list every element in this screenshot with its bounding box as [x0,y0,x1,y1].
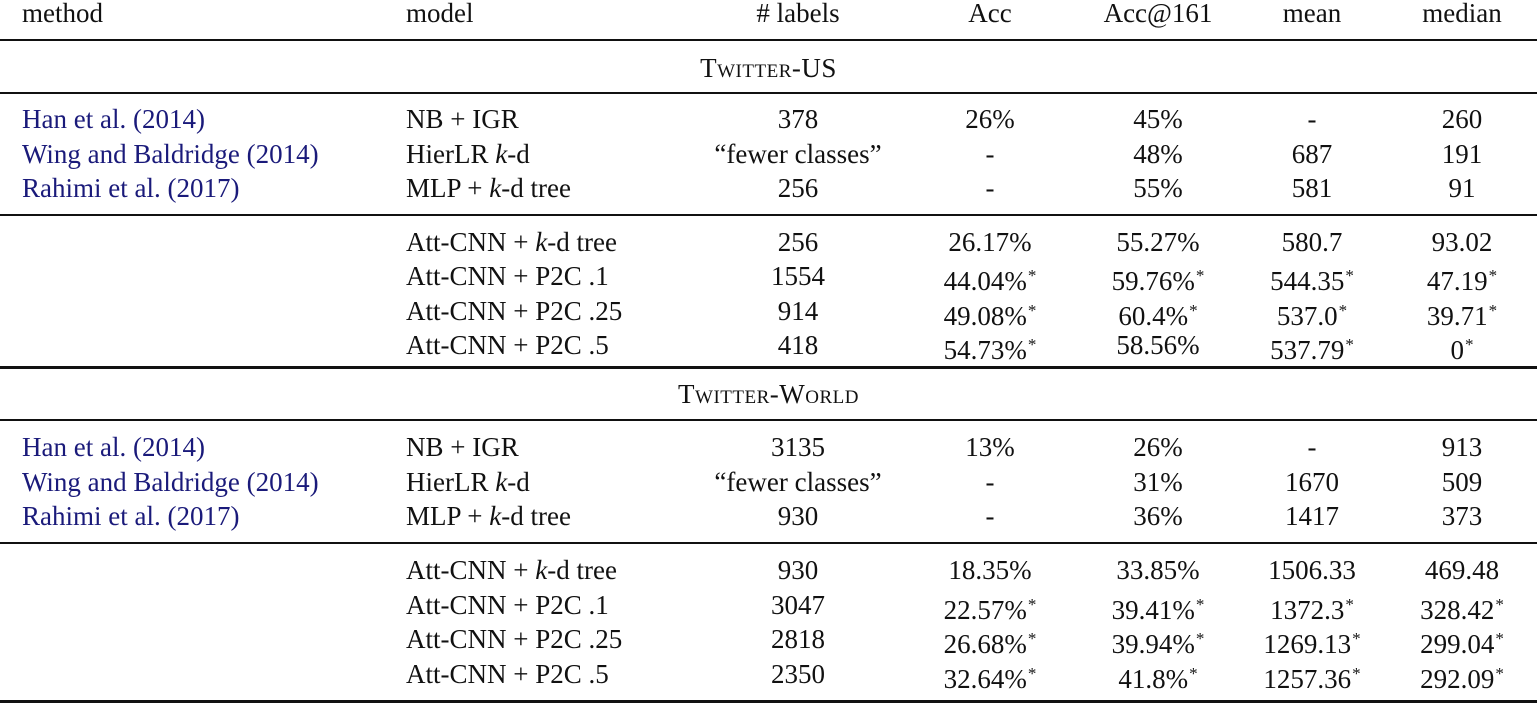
cell-acc: 54.73%* [943,335,1037,365]
cell-mean: 1417 [1285,501,1339,531]
header-mean: mean [1282,0,1342,28]
citation-link[interactable]: Han et al. (2014) [22,432,205,462]
cell-labels: “fewer classes” [714,467,882,497]
significance-marker: * [1027,335,1037,354]
model-name: MLP + k-d tree [406,501,571,531]
cell-acc161: 55.27% [1116,227,1200,257]
cell-labels: 2818 [771,624,825,654]
cell-acc: - [985,467,995,497]
group-rule [0,542,1537,544]
top-rule [0,39,1537,41]
model-name: Att-CNN + P2C .25 [406,296,623,326]
cell-acc: 22.57%* [943,595,1037,625]
model-name: NB + IGR [406,432,519,462]
significance-marker: * [1027,629,1037,648]
section-end-rule [0,366,1537,369]
cell-labels: 930 [777,555,819,585]
cell-acc: 49.08%* [943,301,1037,331]
cell-acc: 26.68%* [943,629,1037,659]
model-name: Att-CNN + P2C .25 [406,624,623,654]
cell-acc: 18.35% [948,555,1032,585]
significance-marker: * [1345,335,1354,354]
math-k: k [489,173,502,203]
significance-marker: * [1189,301,1198,320]
cell-acc: - [985,173,995,203]
cell-acc161: 41.8%* [1118,664,1198,694]
cell-mean: 1269.13* [1263,629,1361,659]
cell-mean: 1506.33 [1268,555,1356,585]
table-row-ours [0,553,1537,587]
cell-acc: - [985,501,995,531]
model-name: Att-CNN + P2C .1 [406,590,609,620]
model-name: Att-CNN + k-d tree [406,227,617,257]
cell-mean: - [1307,104,1317,134]
table-row-ours [0,622,1537,659]
cell-acc161: 55% [1133,173,1183,203]
math-k: k [535,555,548,585]
section-rule [0,92,1537,94]
cell-labels: 418 [777,330,819,360]
cell-median: 39.71* [1426,301,1498,331]
model-name: Att-CNN + P2C .5 [406,330,609,360]
significance-marker: * [1465,335,1474,354]
cell-labels: 256 [777,227,819,257]
cell-median: 373 [1441,501,1483,531]
cell-acc161: 36% [1133,501,1183,531]
model-name: HierLR k-d [406,139,530,169]
cell-acc161: 33.85% [1116,555,1200,585]
cell-acc: 44.04%* [943,266,1037,296]
citation-link[interactable]: Rahimi et al. (2017) [22,501,240,531]
citation-link[interactable]: Wing and Baldridge (2014) [22,139,319,169]
cell-labels: 930 [777,501,819,531]
cell-acc161: 26% [1133,432,1183,462]
cell-mean: 580.7 [1281,227,1343,257]
table-row-baseline [0,465,1537,499]
cell-acc161: 31% [1133,467,1183,497]
cell-labels: 914 [777,296,819,326]
math-k: k [535,227,548,257]
header-row [0,0,1537,30]
cell-acc: 13% [965,432,1015,462]
cell-median: 191 [1441,139,1483,169]
cell-labels: “fewer classes” [714,139,882,169]
cell-median: 93.02 [1431,227,1493,257]
significance-marker: * [1027,595,1037,614]
cell-acc: 26% [965,104,1015,134]
cell-labels: 3135 [771,432,825,462]
cell-acc161: 58.56% [1116,330,1200,360]
math-k: k [495,467,508,497]
table-row-baseline [0,171,1537,205]
significance-marker: * [1345,266,1354,285]
cell-acc161: 59.76%* [1111,266,1205,296]
math-k: k [495,139,508,169]
significance-marker: * [1338,301,1348,320]
significance-marker: * [1352,664,1361,683]
cell-median: 299.04* [1420,629,1504,659]
table-row-baseline [0,102,1537,136]
cell-median: 292.09* [1420,664,1504,694]
table-row-ours [0,588,1537,625]
cell-mean: - [1307,432,1317,462]
model-name: NB + IGR [406,104,519,134]
citation-link[interactable]: Rahimi et al. (2017) [22,173,240,203]
cell-acc: - [985,139,995,169]
significance-marker: * [1195,595,1205,614]
significance-marker: * [1195,266,1205,285]
significance-marker: * [1345,595,1354,614]
significance-marker: * [1352,629,1361,648]
significance-marker: * [1495,664,1504,683]
cell-acc: 26.17% [948,227,1032,257]
significance-marker: * [1495,629,1504,648]
section-rule [0,419,1537,421]
table-row-baseline [0,430,1537,464]
cell-acc161: 39.94%* [1111,629,1205,659]
header-acc161: Acc@161 [1103,0,1213,28]
math-k: k [489,501,502,531]
cell-median: 91 [1448,173,1476,203]
section-end-rule [0,700,1537,703]
cell-acc161: 48% [1133,139,1183,169]
significance-marker: * [1027,266,1037,285]
significance-marker: * [1488,301,1498,320]
cell-median: 328.42* [1420,595,1504,625]
header-model: model [406,0,474,28]
section-title: Twitter-US [700,53,837,83]
cell-median: 913 [1441,432,1483,462]
cell-mean: 581 [1291,173,1333,203]
table-row-ours [0,328,1537,365]
citation-link[interactable]: Wing and Baldridge (2014) [22,467,319,497]
cell-labels: 2350 [771,659,825,689]
header-method: method [22,0,103,28]
cell-acc: 32.64%* [943,664,1037,694]
table-row-baseline [0,499,1537,533]
table-row-baseline [0,137,1537,171]
header-median: median [1422,0,1502,28]
significance-marker: * [1027,664,1037,683]
cell-labels: 1554 [771,261,825,291]
cell-median: 0* [1450,335,1474,365]
cell-mean: 1257.36* [1263,664,1361,694]
table-row-ours [0,225,1537,259]
model-name: Att-CNN + k-d tree [406,555,617,585]
header-acc: Acc [968,0,1012,28]
table-row-ours [0,294,1537,331]
cell-median: 260 [1441,104,1483,134]
model-name: MLP + k-d tree [406,173,571,203]
cell-median: 509 [1441,467,1483,497]
model-name: HierLR k-d [406,467,530,497]
cell-labels: 256 [777,173,819,203]
table-row-ours [0,259,1537,296]
section-title: Twitter-World [678,379,859,409]
significance-marker: * [1495,595,1504,614]
significance-marker: * [1189,664,1198,683]
group-rule [0,214,1537,216]
cell-acc161: 39.41%* [1111,595,1205,625]
table-row-ours [0,657,1537,694]
significance-marker: * [1027,301,1037,320]
cell-mean: 537.0* [1276,301,1348,331]
cell-median: 469.48 [1424,555,1500,585]
cell-mean: 687 [1291,139,1333,169]
significance-marker: * [1488,266,1498,285]
model-name: Att-CNN + P2C .5 [406,659,609,689]
header-labels: # labels [756,0,840,28]
cell-median: 47.19* [1426,266,1498,296]
cell-mean: 544.35* [1270,266,1354,296]
cell-labels: 378 [777,104,819,134]
model-name: Att-CNN + P2C .1 [406,261,609,291]
cell-acc161: 45% [1133,104,1183,134]
cell-mean: 1372.3* [1270,595,1354,625]
cell-mean: 1670 [1285,467,1339,497]
significance-marker: * [1195,629,1205,648]
cell-labels: 3047 [771,590,825,620]
citation-link[interactable]: Han et al. (2014) [22,104,205,134]
cell-mean: 537.79* [1270,335,1354,365]
cell-acc161: 60.4%* [1118,301,1198,331]
